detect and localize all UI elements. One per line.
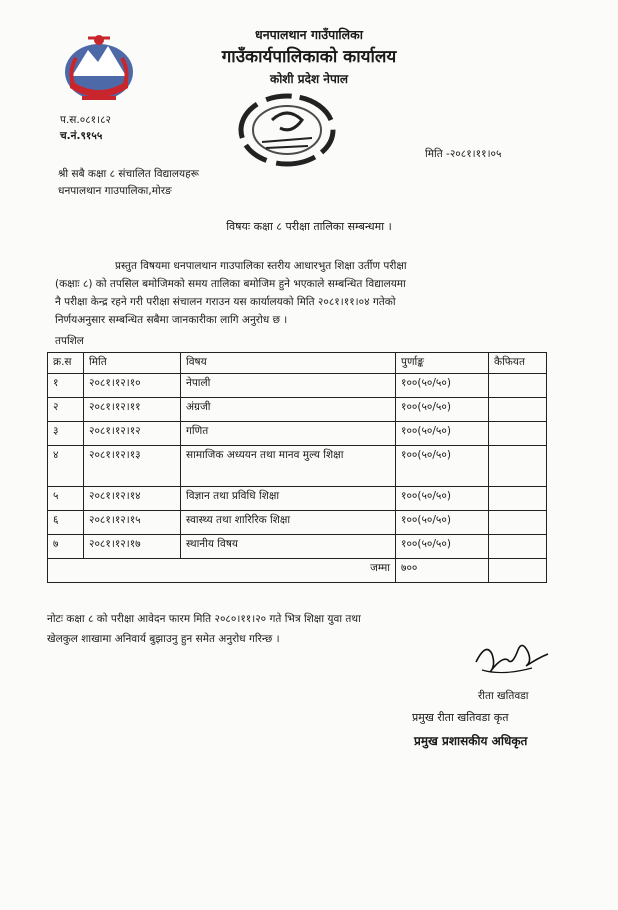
signatory-name-stamp: प्रमुख रीता खतिवडा कृत xyxy=(412,711,509,724)
cell-remarks xyxy=(489,487,547,511)
body-line-3: नै परीक्षा केन्द्र रहने गरी परीक्षा संचालन गराउन यस कार्यालयको मिति २०८१।११।०४ गतेको xyxy=(55,296,396,308)
recipient-line-1: श्री सबै कक्षा ८ संचालित विद्यालयहरू xyxy=(58,168,199,180)
cell-marks: १००(५०/५०) xyxy=(396,487,489,511)
cell-serial: ६ xyxy=(48,511,84,535)
body-line-4: निर्णयअनुसार सम्बन्धित सबैमा जानकारीका लागि अनुरोध छ । xyxy=(55,314,288,326)
cell-subject: सामाजिक अध्ययन तथा मानव मुल्य शिक्षा xyxy=(181,446,396,487)
municipality-name: धनपालथान गाउँपालिका xyxy=(255,27,363,42)
total-value: ७०० xyxy=(396,559,489,583)
cell-subject: अंग्रजी xyxy=(181,398,396,422)
body-line-1: प्रस्तुत विषयमा धनपालथान गाउपालिका स्तरीय आधारभुत शिक्षा उर्तीण परीक्षा xyxy=(115,260,407,272)
cell-remarks xyxy=(489,398,547,422)
cell-date: २०८१।१२।१० xyxy=(84,374,181,398)
cell-serial: ४ xyxy=(48,446,84,487)
cell-serial: २ xyxy=(48,398,84,422)
header-remarks: कैफियत xyxy=(489,353,547,374)
cell-marks: १००(५०/५०) xyxy=(396,446,489,487)
dispatch-number: च.नं.९१५५ xyxy=(60,130,103,142)
cell-marks: १००(५०/५०) xyxy=(396,535,489,559)
note-line-2: खेलकुल शाखामा अनिवार्य बुझाउनु हुन समेत अनुरोध गरिन्छ । xyxy=(47,633,280,645)
cell-remarks xyxy=(489,446,547,487)
header-subject: विषय xyxy=(181,353,396,374)
cell-remarks xyxy=(489,511,547,535)
cell-serial: ३ xyxy=(48,422,84,446)
cell-date: २०८१।१२।११ xyxy=(84,398,181,422)
table-row xyxy=(48,487,547,511)
office-title: गाउँकार्यपालिकाको कार्यालय xyxy=(221,47,397,67)
table-row xyxy=(48,374,547,398)
cell-remarks xyxy=(489,535,547,559)
table-row xyxy=(48,422,547,446)
cell-remarks xyxy=(489,374,547,398)
exam-schedule-table xyxy=(47,352,547,583)
header-serial: क्र.स xyxy=(48,353,84,374)
cell-serial: ७ xyxy=(48,535,84,559)
signatory-name: रीता खतिवडा xyxy=(478,690,529,702)
cell-marks: १००(५०/५०) xyxy=(396,422,489,446)
signatory-designation: प्रमुख प्रशासकीय अधिकृत xyxy=(414,734,528,748)
cell-marks: १००(५०/५०) xyxy=(396,511,489,535)
table-header-row xyxy=(48,353,547,374)
handwritten-signature xyxy=(472,632,552,680)
cell-date: २०८१।१२।१२ xyxy=(84,422,181,446)
table-row xyxy=(48,398,547,422)
cell-subject: गणित xyxy=(181,422,396,446)
fiscal-year: प.स.०८१।८२ xyxy=(60,114,112,126)
note-line-1: नोटः कक्षा ८ को परीक्षा आवेदन फारम मिति २०८०।११।२० गते भित्र शिक्षा युवा तथा xyxy=(47,613,361,625)
cell-date: २०८१।१२।१५ xyxy=(84,511,181,535)
cell-date: २०८१।१२।१३ xyxy=(84,446,181,487)
body-line-2: (कक्षाः ८) को तपसिल बमोजिमको समय तालिका बमोजिम हुने भएकाले सम्बन्धित विद्यालयमा xyxy=(55,278,406,290)
cell-date: २०८१।१२।१७ xyxy=(84,535,181,559)
table-row xyxy=(48,511,547,535)
cell-subject: स्थानीय विषय xyxy=(181,535,396,559)
province-name: कोशी प्रदेश नेपाल xyxy=(269,72,349,86)
cell-date: २०८१।१२।१४ xyxy=(84,487,181,511)
recipient-line-2: धनपालथान गाउपालिका,मोरङ xyxy=(58,185,172,197)
cell-serial: १ xyxy=(48,374,84,398)
table-total-row xyxy=(48,559,547,583)
cell-marks: १००(५०/५०) xyxy=(396,398,489,422)
cell-subject: स्वास्थ्य तथा शारिरिक शिक्षा xyxy=(181,511,396,535)
letter-subject: विषयः कक्षा ८ परीक्षा तालिका सम्बन्धमा । xyxy=(226,220,392,233)
cell-subject: नेपाली xyxy=(181,374,396,398)
cell-remarks xyxy=(489,422,547,446)
header-date: मिति xyxy=(84,353,181,374)
cell-marks: १००(५०/५०) xyxy=(396,374,489,398)
table-row xyxy=(48,446,547,487)
total-label: जम्मा xyxy=(48,559,396,583)
table-row xyxy=(48,535,547,559)
header-full-marks: पुर्णाङ्क xyxy=(396,353,489,374)
office-round-stamp xyxy=(232,90,342,170)
tapsil-label: तपशिल xyxy=(55,335,84,347)
letter-date: मिति -२०८१।११।०५ xyxy=(425,148,502,160)
cell-subject: विज्ञान तथा प्रविधि शिक्षा xyxy=(181,487,396,511)
total-remarks xyxy=(489,559,547,583)
cell-serial: ५ xyxy=(48,487,84,511)
